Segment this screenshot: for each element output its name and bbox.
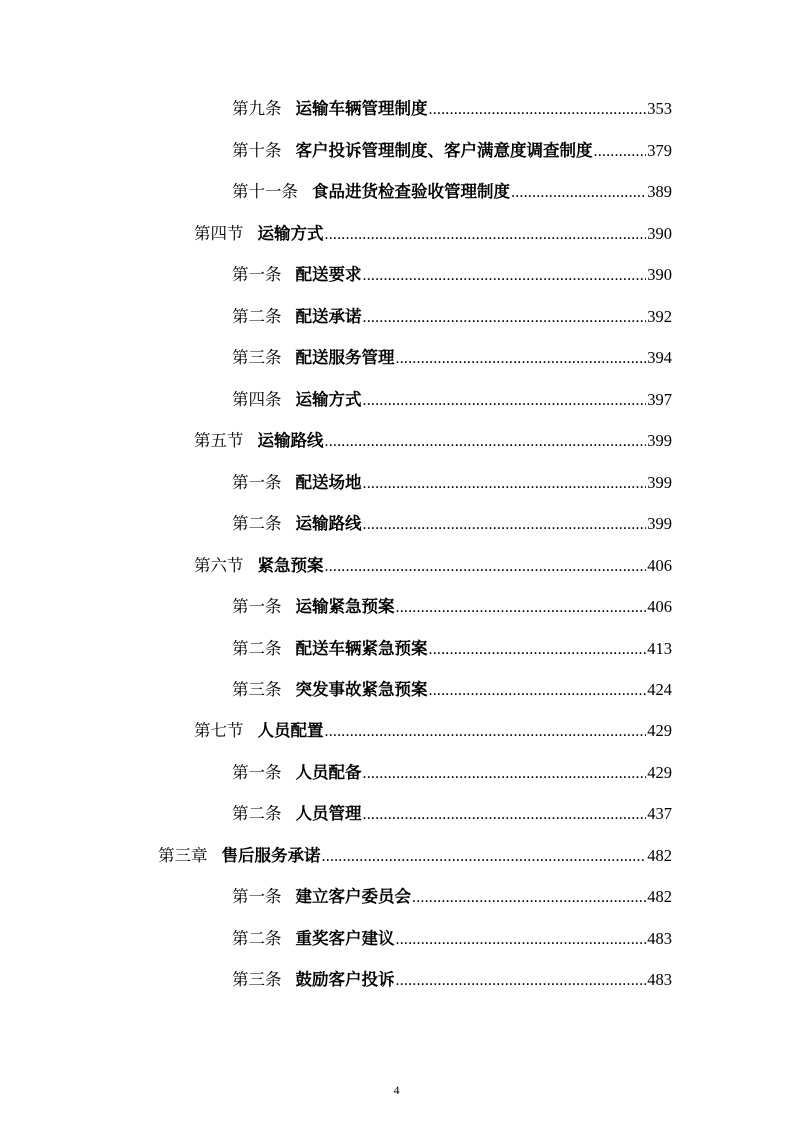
toc-entry-page: 429 — [647, 763, 672, 782]
toc-dot-leader — [429, 678, 647, 704]
toc-entry-page: 406 — [647, 556, 672, 575]
toc-entry-page: 392 — [647, 307, 672, 326]
toc-entry-title: 鼓励客户投诉 — [295, 970, 395, 989]
toc-entry[interactable] — [232, 760, 672, 786]
toc-entry[interactable] — [232, 96, 672, 122]
toc-dot-leader — [396, 968, 647, 994]
toc-entry-title: 配送服务管理 — [295, 348, 395, 367]
toc-dot-leader — [396, 595, 647, 621]
toc-dot-leader — [396, 927, 647, 953]
toc-dot-leader — [363, 802, 647, 828]
toc-entry-title: 建立客户委员会 — [295, 887, 411, 906]
toc-dot-leader — [322, 844, 647, 870]
toc-entry-number: 第二条 — [232, 804, 282, 823]
toc-entry-number: 第一条 — [232, 597, 282, 616]
toc-entry-title: 人员配备 — [295, 763, 362, 782]
toc-entry-page: 379 — [647, 141, 672, 160]
toc-dot-leader — [594, 139, 647, 165]
toc-entry-title: 配送车辆紧急预案 — [295, 639, 428, 658]
toc-entry[interactable] — [194, 221, 672, 247]
toc-entry-number: 第二条 — [232, 307, 282, 326]
toc-dot-leader — [363, 761, 647, 787]
toc-dot-leader — [396, 346, 647, 372]
toc-entry-page: 424 — [647, 680, 672, 699]
toc-entry[interactable] — [232, 387, 672, 413]
toc-dot-leader — [511, 180, 646, 206]
toc-entry[interactable] — [194, 428, 672, 454]
toc-entry-page: 390 — [647, 224, 672, 243]
toc-entry[interactable] — [232, 926, 672, 952]
toc-entry-title: 紧急预案 — [257, 556, 324, 575]
toc-entry-page: 482 — [647, 887, 672, 906]
toc-entry-title: 食品进货检查验收管理制度 — [312, 182, 510, 201]
toc-entry-title: 人员配置 — [257, 721, 324, 740]
toc-entry-title: 售后服务承诺 — [221, 846, 321, 865]
toc-entry-title: 运输车辆管理制度 — [295, 99, 428, 118]
toc-entry-page: 413 — [647, 639, 672, 658]
toc-entry-title: 运输方式 — [295, 390, 362, 409]
toc-entry-page: 399 — [647, 514, 672, 533]
toc-entry-number: 第一条 — [232, 473, 282, 492]
toc-entry[interactable] — [194, 718, 672, 744]
toc-entry-title: 配送承诺 — [295, 307, 362, 326]
toc-entry[interactable] — [232, 262, 672, 288]
toc-entry-page: 353 — [647, 99, 672, 118]
toc-entry-title: 运输路线 — [257, 431, 324, 450]
toc-entry-page: 483 — [647, 929, 672, 948]
toc-dot-leader — [363, 263, 647, 289]
toc-entry[interactable] — [232, 967, 672, 993]
toc-entry-page: 437 — [647, 804, 672, 823]
page-number: 4 — [393, 1083, 400, 1097]
toc-entry-title: 突发事故紧急预案 — [295, 680, 428, 699]
toc-entry-page: 390 — [647, 265, 672, 284]
toc-entry-number: 第五节 — [194, 431, 244, 450]
toc-entry-page: 389 — [647, 182, 672, 201]
toc-dot-leader — [363, 512, 647, 538]
toc-entry[interactable] — [232, 677, 672, 703]
toc-dot-leader — [363, 305, 647, 331]
toc-entry[interactable] — [232, 138, 672, 164]
toc-entry-page: 397 — [647, 390, 672, 409]
toc-dot-leader — [325, 222, 647, 248]
toc-dot-leader — [363, 471, 647, 497]
toc-entry-number: 第六节 — [194, 556, 244, 575]
toc-entry-page: 394 — [647, 348, 672, 367]
toc-entry[interactable] — [232, 511, 672, 537]
toc-entry-number: 第三条 — [232, 348, 282, 367]
toc-entry[interactable] — [232, 179, 672, 205]
toc-dot-leader — [325, 554, 647, 580]
toc-entry-page: 429 — [647, 721, 672, 740]
toc-entry-number: 第九条 — [232, 99, 282, 118]
toc-entry[interactable] — [232, 470, 672, 496]
toc-dot-leader — [325, 429, 647, 455]
toc-entry-number: 第二条 — [232, 929, 282, 948]
toc-entry-title: 人员管理 — [295, 804, 362, 823]
toc-entry-number: 第三章 — [158, 846, 208, 865]
toc-entry-number: 第三条 — [232, 970, 282, 989]
toc-entry-title: 客户投诉管理制度、客户满意度调查制度 — [295, 141, 593, 160]
toc-entry-number: 第二条 — [232, 514, 282, 533]
toc-dot-leader — [412, 885, 646, 911]
toc-entry-number: 第四条 — [232, 390, 282, 409]
toc-entry-title: 配送场地 — [295, 473, 362, 492]
toc-dot-leader — [363, 388, 647, 414]
toc-entry-title: 重奖客户建议 — [295, 929, 395, 948]
toc-dot-leader — [325, 719, 647, 745]
toc-entry-page: 483 — [647, 970, 672, 989]
toc-entry[interactable] — [158, 843, 672, 869]
toc-entry-page: 399 — [647, 431, 672, 450]
toc-entry-number: 第一条 — [232, 887, 282, 906]
toc-entry[interactable] — [232, 884, 672, 910]
toc-entry-number: 第十一条 — [232, 182, 298, 201]
toc-entry[interactable] — [232, 594, 672, 620]
toc-entry-page: 406 — [647, 597, 672, 616]
toc-entry-number: 第三条 — [232, 680, 282, 699]
toc-entry-number: 第一条 — [232, 763, 282, 782]
toc-entry-title: 运输路线 — [295, 514, 362, 533]
toc-entry-number: 第一条 — [232, 265, 282, 284]
toc-entry-page: 482 — [647, 846, 672, 865]
toc-entry-number: 第四节 — [194, 224, 244, 243]
toc-entry-title: 配送要求 — [295, 265, 362, 284]
toc-entry-title: 运输方式 — [257, 224, 324, 243]
toc-entry[interactable] — [232, 636, 672, 662]
toc-entry[interactable] — [232, 801, 672, 827]
toc-entry-number: 第十条 — [232, 141, 282, 160]
toc-entry[interactable] — [232, 345, 672, 371]
toc-entry[interactable] — [232, 304, 672, 330]
toc-entry-number: 第七节 — [194, 721, 244, 740]
toc-entry-page: 399 — [647, 473, 672, 492]
toc-dot-leader — [429, 97, 647, 123]
toc-dot-leader — [429, 637, 647, 663]
toc-entry-title: 运输紧急预案 — [295, 597, 395, 616]
toc-entry[interactable] — [194, 553, 672, 579]
toc-entry-number: 第二条 — [232, 639, 282, 658]
